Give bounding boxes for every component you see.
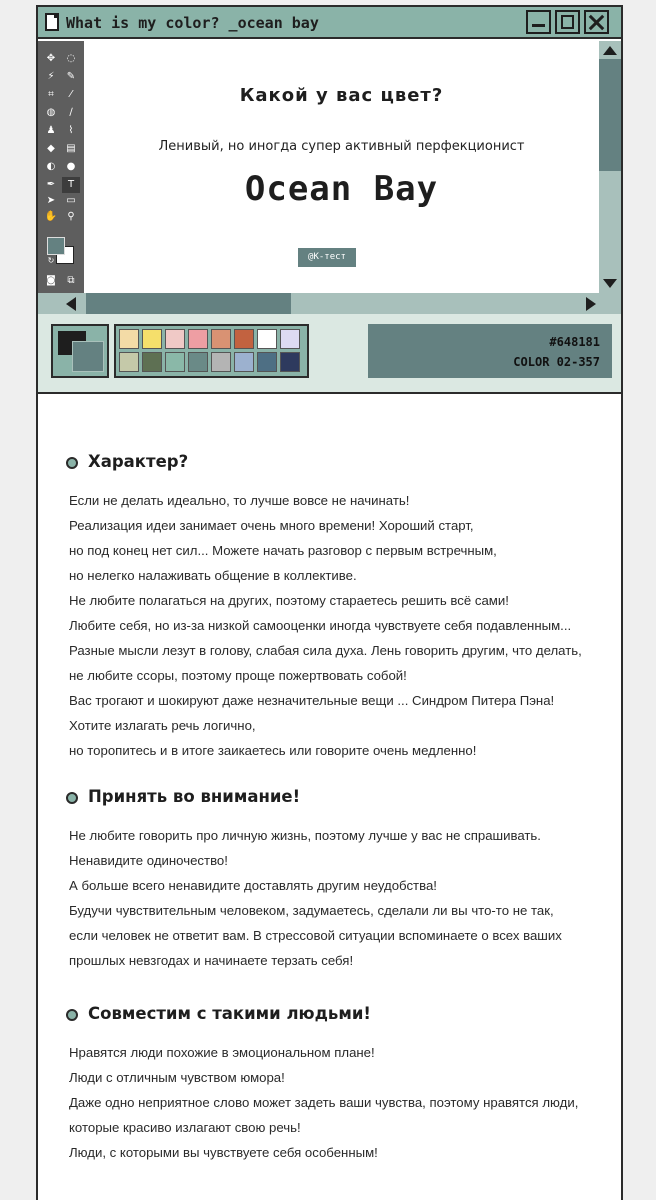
zoom-icon[interactable]: ⚲ xyxy=(67,211,75,222)
scroll-down-icon[interactable] xyxy=(603,279,617,288)
scroll-left-icon[interactable] xyxy=(66,297,76,311)
palette-bar xyxy=(38,314,621,394)
bullet-icon xyxy=(66,457,78,469)
horizontal-scroll-thumb[interactable] xyxy=(86,293,291,314)
current-colors[interactable] xyxy=(51,324,109,378)
text-line: Реализация идеи занимает очень много времени! Хороший старт, xyxy=(69,518,474,533)
crop-icon[interactable]: ⌗ xyxy=(48,89,54,100)
shape-icon[interactable]: ▭ xyxy=(66,195,76,206)
maximize-button[interactable] xyxy=(555,10,580,34)
window-title: What is my color? _ocean bay xyxy=(66,14,319,32)
text-line: если человек не ответит вам. В стрессовой ситуации вспоминаете о всех ваших xyxy=(69,928,562,943)
magic-wand-icon[interactable]: ⚡ xyxy=(47,71,55,82)
color-code: COLOR 02-357 xyxy=(513,355,600,369)
text-line: Даже одно неприятное слово может задеть ваши чувства, поэтому нравятся люди, xyxy=(69,1095,579,1110)
text-line: Будучи чувствительным человеком, задумаетесь, сделали ли вы что-то не так, xyxy=(69,903,554,918)
color-swatch[interactable] xyxy=(119,329,139,349)
text-line: Люди, с которыми вы чувствуете себя особенным! xyxy=(69,1145,378,1160)
text-line: Не любите полагаться на других, поэтому стараетесь решить всё сами! xyxy=(69,593,509,608)
section-body xyxy=(66,1040,616,1165)
vertical-scrollbar[interactable] xyxy=(599,41,621,293)
color-swatch[interactable] xyxy=(188,352,208,372)
type-icon[interactable]: T xyxy=(62,177,80,193)
section-attention xyxy=(66,787,616,973)
color-swatch[interactable] xyxy=(165,329,185,349)
text-line: Нравятся люди похожие в эмоциональном плане! xyxy=(69,1045,375,1060)
color-swatch[interactable] xyxy=(234,329,254,349)
section-body xyxy=(66,488,616,763)
blur-icon[interactable]: ◐ xyxy=(46,161,56,172)
brush-icon[interactable]: ∕ xyxy=(69,107,73,118)
color-swatch[interactable] xyxy=(257,329,277,349)
section-compatible xyxy=(66,1004,616,1165)
text-line: Ненавидите одиночество! xyxy=(69,853,228,868)
horizontal-scrollbar[interactable] xyxy=(38,293,621,314)
color-swatch[interactable] xyxy=(142,352,162,372)
color-swatch[interactable] xyxy=(142,329,162,349)
text-line: Разные мысли лезут в голову, слабая сила духа. Лень говорить другим, что делать, xyxy=(69,643,582,658)
personality-subtitle: Ленивый, но иногда супер активный перфекционист xyxy=(158,139,525,154)
text-line: Хотите излагать речь логично, xyxy=(69,718,256,733)
path-select-icon[interactable]: ➤ xyxy=(46,195,56,206)
pen-icon[interactable]: ✒ xyxy=(46,179,56,190)
bullet-icon xyxy=(66,792,78,804)
history-brush-icon[interactable]: ⌇ xyxy=(68,125,74,136)
text-line: Любите себя, но из-за низкой самооценки иногда чувствуете себя подавленным... xyxy=(69,618,572,633)
text-line: но торопитесь и в итоге заикаетесь или говорите очень медленно! xyxy=(69,743,477,758)
eyedropper-icon[interactable]: ⁄ xyxy=(70,89,72,100)
text-line: прошлых невзгодах и начинаете терзать себя! xyxy=(69,953,354,968)
eraser-icon[interactable]: ◆ xyxy=(47,143,55,154)
color-swatch[interactable] xyxy=(211,352,231,372)
quickmask-icon[interactable]: ◙ xyxy=(46,275,56,286)
swap-colors-icon[interactable]: ↻ xyxy=(47,256,55,265)
text-line: но под конец нет сил... Можете начать разговор с первым встречным, xyxy=(69,543,497,558)
close-button[interactable] xyxy=(584,10,609,34)
document-icon xyxy=(45,13,59,31)
scroll-right-icon[interactable] xyxy=(586,297,596,311)
text-line: Если не делать идеально, то лучше вовсе не начинать! xyxy=(69,493,410,508)
color-swatch[interactable] xyxy=(280,329,300,349)
section-title: Совместим с такими людьми! xyxy=(88,1004,371,1023)
text-line: которые красиво излагают свою речь! xyxy=(69,1120,301,1135)
color-swatch[interactable] xyxy=(165,352,185,372)
text-line: Вас трогают и шокируют даже незначительные вещи ... Синдром Питера Пэна! xyxy=(69,693,555,708)
current-foreground-color[interactable] xyxy=(72,341,104,372)
app-window xyxy=(36,5,623,1200)
section-heading xyxy=(66,452,616,474)
stamp-icon[interactable]: ♟ xyxy=(46,125,56,136)
text-line: Люди с отличным чувством юмора! xyxy=(69,1070,285,1085)
vertical-scroll-thumb[interactable] xyxy=(599,59,621,171)
tool-panel xyxy=(38,41,84,293)
color-swatch[interactable] xyxy=(188,329,208,349)
text-line: не любите ссоры, поэтому проще пожертвовать собой! xyxy=(69,668,407,683)
color-swatch[interactable] xyxy=(119,352,139,372)
bullet-icon xyxy=(66,1009,78,1021)
text-line: А больше всего ненавидите доставлять другим неудобства! xyxy=(69,878,437,893)
section-body xyxy=(66,823,616,973)
lasso-icon[interactable]: ◌ xyxy=(66,53,76,64)
source-tag: @К-тест xyxy=(298,248,356,267)
section-title: Принять во внимание! xyxy=(88,787,301,806)
section-title: Характер? xyxy=(88,452,189,471)
text-line: но нелегко налаживать общение в коллективе. xyxy=(69,568,357,583)
section-heading xyxy=(66,1004,616,1026)
color-swatch[interactable] xyxy=(211,329,231,349)
hand-icon[interactable]: ✋ xyxy=(44,211,58,222)
quick-select-icon[interactable]: ✎ xyxy=(66,71,76,82)
hex-code: #648181 xyxy=(549,335,600,349)
section-character xyxy=(66,452,616,763)
gradient-icon[interactable]: ▤ xyxy=(66,143,76,154)
heal-icon[interactable]: ◍ xyxy=(46,107,56,118)
scroll-up-icon[interactable] xyxy=(603,46,617,55)
title-bar[interactable] xyxy=(38,7,621,39)
color-swatch-grid xyxy=(114,324,309,378)
screen-mode-icon[interactable]: ⧉ xyxy=(67,275,75,286)
color-name: Ocean Bay xyxy=(244,169,439,209)
minimize-button[interactable] xyxy=(526,10,551,34)
color-info-panel xyxy=(368,324,612,378)
move-icon[interactable]: ✥ xyxy=(46,53,56,64)
color-swatch[interactable] xyxy=(234,352,254,372)
color-swatch[interactable] xyxy=(280,352,300,372)
canvas xyxy=(84,41,599,293)
question-heading: Какой у вас цвет? xyxy=(239,85,444,106)
dodge-icon[interactable]: ● xyxy=(66,161,76,172)
color-swatch[interactable] xyxy=(257,352,277,372)
section-heading xyxy=(66,787,616,809)
text-line: Не любите говорить про личную жизнь, поэтому лучше у вас не спрашивать. xyxy=(69,828,541,843)
